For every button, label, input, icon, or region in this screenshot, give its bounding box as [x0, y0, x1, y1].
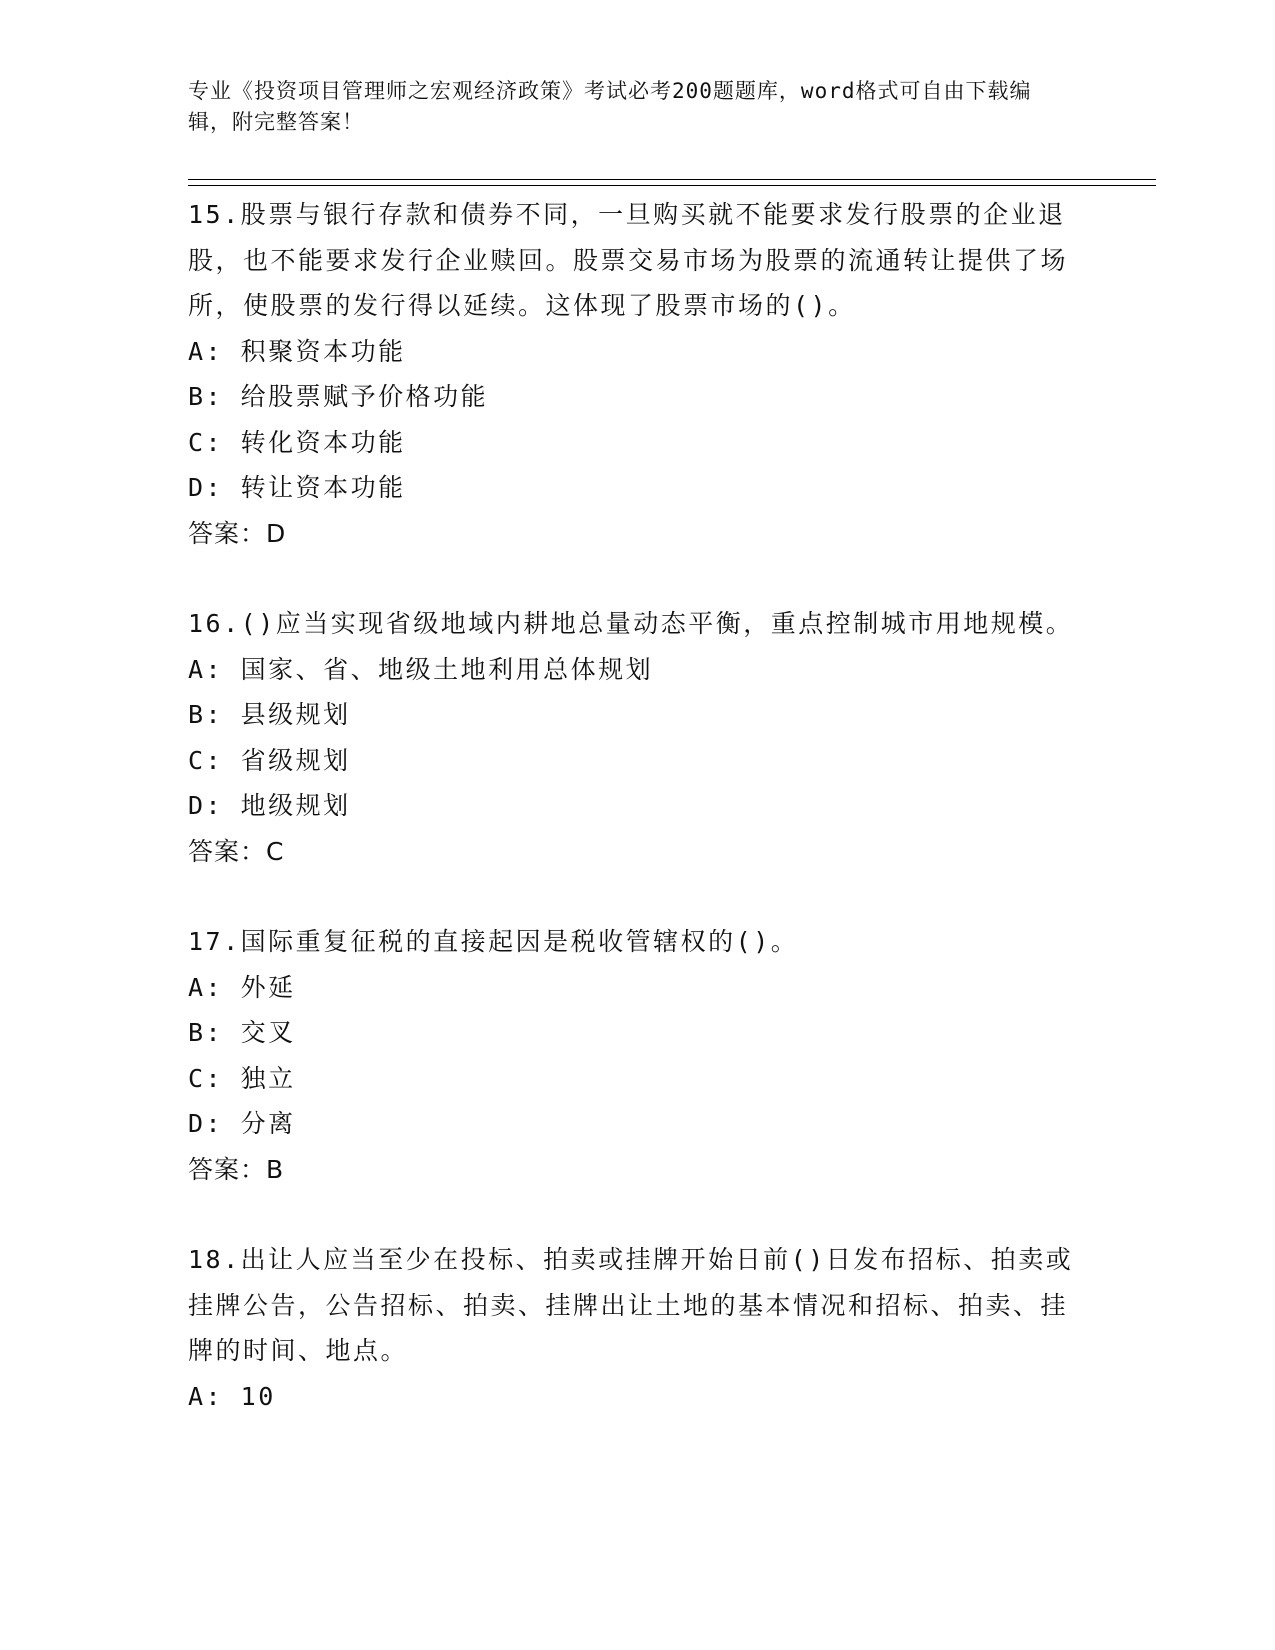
spacer	[188, 1192, 1088, 1237]
answer-value: C	[266, 836, 285, 866]
answer-line	[188, 1147, 1088, 1193]
question-15	[188, 192, 1088, 556]
option-a: A: 外延	[188, 972, 296, 1002]
option-c: C: 转化资本功能	[188, 427, 406, 457]
question-17	[188, 919, 1088, 1192]
option-d: D: 转让资本功能	[188, 473, 406, 502]
answer-label: 答案：	[188, 518, 267, 548]
question-18	[188, 1237, 1088, 1419]
answer-label: 答案：	[188, 836, 267, 866]
question-text: 16.()应当实现省级地域内耕地总量动态平衡，重点控制城市用地规模。	[188, 609, 1074, 638]
document-header: 专业《投资项目管理师之宏观经济政策》考试必考200题题库，word格式可自由下载编辑，附完整答案！	[188, 79, 1032, 134]
question-text: 15.股票与银行存款和债券不同，一旦购买就不能要求发行股票的企业退股，也不能要求发行企业赎回。股票交易市场为股票的流通转让提供了场所，使股票的发行得以延续。这体现了股票市场的()。	[188, 200, 1069, 320]
question-text: 17.国际重复征税的直接起因是税收管辖权的()。	[188, 927, 799, 956]
answer-line	[188, 829, 1088, 875]
answer-line	[188, 511, 1088, 557]
option-c: C: 独立	[188, 1063, 296, 1093]
option-a: A: 积聚资本功能	[188, 336, 406, 366]
option-d: D: 地级规划	[188, 791, 351, 820]
answer-label: 答案：	[188, 1154, 267, 1184]
spacer	[188, 556, 1088, 601]
option-a: A: 国家、省、地级土地利用总体规划	[188, 654, 654, 684]
question-16	[188, 601, 1088, 874]
option-b: B: 县级规划	[188, 700, 351, 729]
answer-value: B	[266, 1154, 285, 1184]
header-rule-top	[188, 179, 1156, 180]
option-b: B: 交叉	[188, 1018, 296, 1047]
option-c: C: 省级规划	[188, 745, 351, 775]
answer-value: D	[266, 518, 287, 548]
header-rule-bottom	[188, 185, 1156, 186]
option-a: A: 10	[188, 1381, 276, 1411]
option-b: B: 给股票赋予价格功能	[188, 382, 489, 411]
question-text: 18.出让人应当至少在投标、拍卖或挂牌开始日前()日发布招标、拍卖或挂牌公告，公告招标、拍卖、挂牌出让土地的基本情况和招标、拍卖、挂牌的时间、地点。	[188, 1245, 1074, 1365]
spacer	[188, 874, 1088, 919]
question-list	[188, 192, 1088, 1419]
option-d: D: 分离	[188, 1109, 296, 1138]
